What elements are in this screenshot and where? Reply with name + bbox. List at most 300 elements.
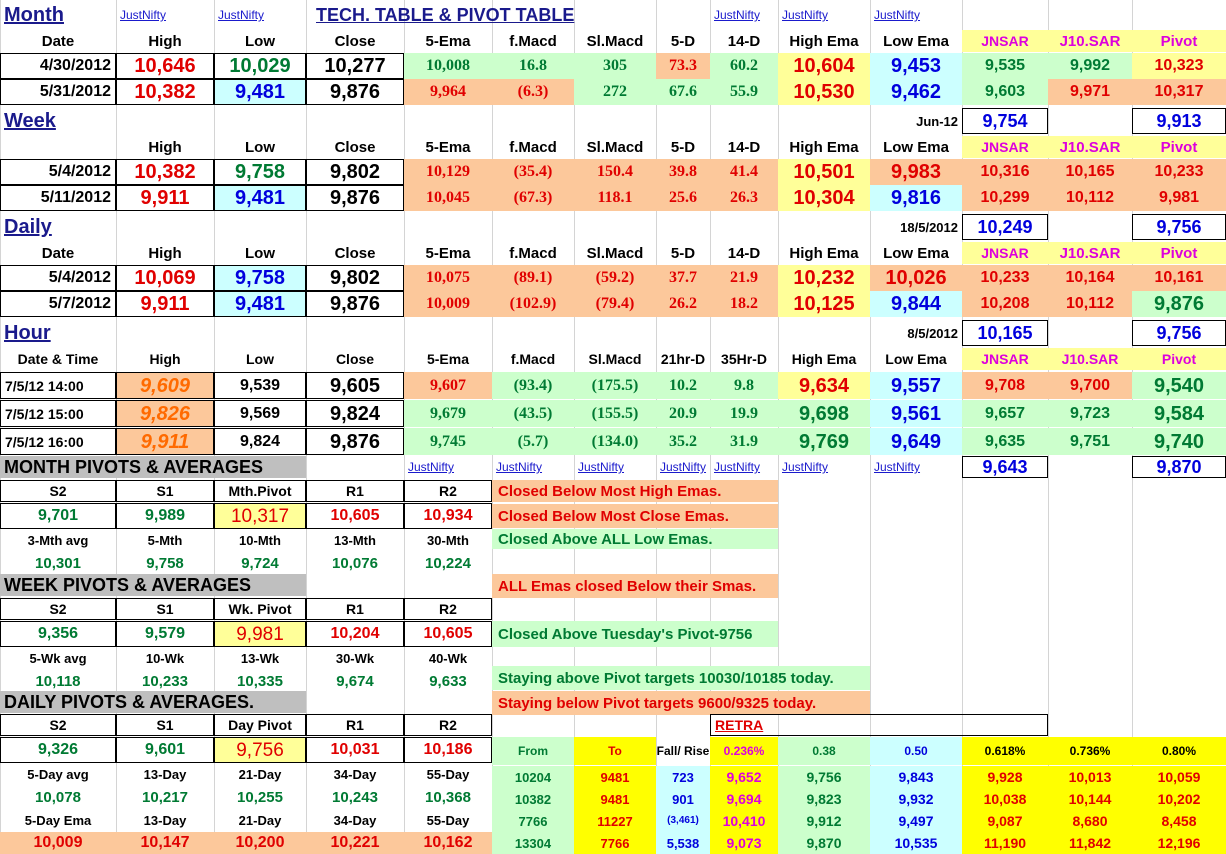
column-header: 14-D	[727, 244, 761, 262]
retra-label: RETRA	[710, 714, 1048, 736]
pivot-header: S1	[116, 714, 214, 736]
data-cell: 26.2	[656, 291, 710, 317]
data-cell: 10,009	[404, 291, 492, 317]
data-cell: (155.5)	[574, 400, 656, 427]
average-header: 34-Day	[333, 766, 377, 782]
data-cell: 9,740	[1132, 428, 1226, 455]
average-header: 13-Wk	[240, 650, 280, 666]
data-cell: 9,824	[214, 428, 306, 455]
pivot-value: 10,605	[306, 503, 404, 529]
column-header: Date & Time	[17, 351, 99, 367]
data-cell: 10,075	[404, 265, 492, 291]
data-cell: 7/5/12 14:00	[0, 372, 116, 399]
average-value: 10,335	[237, 672, 283, 690]
retra-cell: 11,190	[962, 832, 1048, 854]
data-cell: 9,758	[214, 159, 306, 185]
column-header: f.Macd	[509, 244, 557, 262]
retra-cell: 13304	[492, 832, 574, 854]
data-cell: 9,911	[116, 291, 214, 317]
data-cell: 150.4	[574, 159, 656, 185]
retra-header: 0.38	[778, 737, 870, 765]
pivot-header: Day Pivot	[214, 714, 306, 736]
data-cell: 41.4	[710, 159, 778, 185]
column-header: f.Macd	[510, 351, 556, 367]
data-cell: 305	[574, 53, 656, 79]
data-cell: 10,382	[116, 79, 214, 105]
data-cell: 9,557	[870, 372, 962, 399]
average-value: 10,224	[425, 554, 471, 572]
pivot-value: 9,601	[116, 737, 214, 763]
pivot-header: S2	[0, 714, 116, 736]
signal-message: ALL Emas closed Below their Smas.	[492, 574, 778, 598]
data-cell: 10,501	[778, 159, 870, 185]
column-header: High	[148, 32, 182, 50]
data-cell: 9,561	[870, 400, 962, 427]
data-cell: 20.9	[656, 400, 710, 427]
retra-cell: 10,535	[870, 832, 962, 854]
section-month-label: Month	[4, 4, 64, 26]
average-value: 10,255	[237, 788, 283, 806]
average-value: 10,368	[425, 788, 471, 806]
data-cell: 10,026	[870, 265, 962, 291]
justnifty-link: JustNifty	[408, 460, 455, 474]
date-cell: 5/31/2012	[0, 79, 116, 105]
data-cell: 31.9	[710, 428, 778, 455]
average-value: 10,217	[142, 788, 188, 806]
data-cell: 10.2	[656, 372, 710, 399]
next-pivot: 9,870	[1132, 456, 1226, 478]
ema-header: 55-Day	[426, 812, 470, 828]
data-cell: 9,540	[1132, 372, 1226, 399]
data-cell: (5.7)	[492, 428, 574, 455]
data-cell: (134.0)	[574, 428, 656, 455]
data-cell: 73.3	[656, 53, 710, 79]
data-cell: 9,481	[214, 291, 306, 317]
average-header: 30-Mth	[427, 532, 469, 548]
ema-header: 5-Day Ema	[24, 812, 92, 828]
average-value: 10,118	[35, 672, 81, 690]
pivot-value: 10,605	[404, 621, 492, 647]
data-cell: 9,535	[962, 53, 1048, 79]
average-header: 5-Mth	[147, 532, 183, 548]
data-cell: 9,964	[404, 79, 492, 105]
data-cell: 10,165	[1048, 159, 1132, 185]
retra-header: 0.80%	[1132, 737, 1226, 765]
column-header: High Ema	[789, 138, 859, 156]
data-cell: 10,069	[116, 265, 214, 291]
data-cell: 9,983	[870, 159, 962, 185]
data-cell: (59.2)	[574, 265, 656, 291]
data-cell: (35.4)	[492, 159, 574, 185]
data-cell: 9,802	[306, 159, 404, 185]
pivot-value: 10,934	[404, 503, 492, 529]
average-header: 10-Mth	[239, 532, 281, 548]
retra-cell: 9481	[574, 766, 656, 788]
retra-cell: 9,912	[778, 810, 870, 832]
retra-cell: 9,843	[870, 766, 962, 788]
ema-header: 21-Day	[238, 812, 282, 828]
grid-line	[656, 0, 657, 854]
pivot-value: 9,356	[0, 621, 116, 647]
signal-message: Staying below Pivot targets 9600/9325 today.	[492, 691, 870, 715]
next-period-label: Jun-12	[916, 113, 958, 129]
data-cell: 7/5/12 16:00	[0, 428, 116, 455]
column-header: 5-Ema	[425, 138, 471, 156]
data-cell: (79.4)	[574, 291, 656, 317]
data-cell: 7/5/12 15:00	[0, 400, 116, 427]
retra-cell: 9,497	[870, 810, 962, 832]
retra-cell: 7766	[492, 810, 574, 832]
column-header: Low Ema	[883, 244, 949, 262]
column-header: f.Macd	[509, 138, 557, 156]
data-cell: 9,605	[306, 372, 404, 399]
retra-cell: 10,013	[1048, 766, 1132, 788]
pivot-value: 10,186	[404, 737, 492, 763]
pivot-header: Mth.Pivot	[214, 480, 306, 502]
next-pivot: 9,756	[1132, 214, 1226, 240]
ema-header: 13-Day	[143, 812, 187, 828]
column-header: 5-D	[670, 138, 696, 156]
data-cell: 10,208	[962, 291, 1048, 317]
justnifty-link: JustNifty	[874, 8, 921, 22]
data-cell: 37.7	[656, 265, 710, 291]
data-cell: (175.5)	[574, 372, 656, 399]
data-cell: 9,802	[306, 265, 404, 291]
ema-value: 10,147	[116, 832, 214, 854]
retra-cell: 9,087	[962, 810, 1048, 832]
data-cell: 9,876	[306, 428, 404, 455]
next-jnsar: 9,643	[962, 456, 1048, 478]
pivot-value: 9,579	[116, 621, 214, 647]
data-cell: 5/4/2012	[0, 159, 116, 185]
average-header: 3-Mth avg	[27, 532, 89, 548]
retra-cell: 901	[656, 788, 710, 810]
retra-cell: 10204	[492, 766, 574, 788]
data-cell: 19.9	[710, 400, 778, 427]
justnifty-link: JustNifty	[660, 460, 707, 474]
data-cell: 10,008	[404, 53, 492, 79]
data-cell: 55.9	[710, 79, 778, 105]
average-value: 10,243	[332, 788, 378, 806]
data-cell: 9,826	[116, 400, 214, 427]
data-cell: 118.1	[574, 185, 656, 211]
signal-message: Closed Below Most High Emas.	[492, 480, 778, 502]
pivot-header: S1	[116, 480, 214, 502]
average-header: 21-Day	[238, 766, 282, 782]
pivot-header: R2	[404, 714, 492, 736]
column-header: 5-Ema	[426, 351, 470, 367]
column-header: Pivot	[1132, 136, 1226, 158]
data-cell: 35.2	[656, 428, 710, 455]
data-cell: 9,649	[870, 428, 962, 455]
retra-cell: 9,870	[778, 832, 870, 854]
data-cell: 9,481	[214, 79, 306, 105]
retra-header: Fall/ Rise	[656, 744, 710, 758]
column-header: JNSAR	[962, 30, 1048, 52]
retra-cell: 11227	[574, 810, 656, 832]
signal-message: Closed Above Tuesday's Pivot-9756	[492, 621, 778, 647]
data-cell: 9,876	[1132, 291, 1226, 317]
data-cell: 9,698	[778, 400, 870, 427]
average-header: 13-Mth	[334, 532, 376, 548]
data-cell: 9,603	[962, 79, 1048, 105]
justnifty-link: JustNifty	[120, 8, 167, 22]
data-cell: 39.8	[656, 159, 710, 185]
data-cell: 10,125	[778, 291, 870, 317]
data-cell: 9,769	[778, 428, 870, 455]
data-cell: 10,233	[962, 265, 1048, 291]
column-header: Pivot	[1132, 242, 1226, 264]
retra-header: 0.236%	[710, 737, 778, 765]
retra-cell: 5,538	[656, 832, 710, 854]
section-week-label: Week	[4, 110, 56, 132]
pivot-value: 10,317	[214, 503, 306, 529]
retra-cell: 9,823	[778, 788, 870, 810]
retra-cell: 9,756	[778, 766, 870, 788]
column-header: Sl.Macd	[586, 138, 644, 156]
pivot-value: 9,981	[214, 621, 306, 647]
average-header: 5-Wk avg	[29, 650, 87, 666]
column-header: 5-D	[670, 244, 696, 262]
retra-cell: 9481	[574, 788, 656, 810]
justnifty-link: JustNifty	[714, 460, 761, 474]
signal-message: Staying above Pivot targets 10030/10185 today.	[492, 666, 870, 690]
retra-cell: 9,073	[710, 832, 778, 854]
column-header: Date	[41, 244, 75, 262]
retra-header: 0.736%	[1048, 737, 1132, 765]
retra-header: 0.50	[870, 737, 962, 765]
average-header: 55-Day	[426, 766, 470, 782]
data-cell: 9,911	[116, 185, 214, 211]
next-pivot: 9,913	[1132, 108, 1226, 134]
pivot-value: 9,756	[214, 737, 306, 763]
column-header: Low	[245, 244, 275, 262]
retra-header: From	[492, 737, 574, 765]
data-cell: 9,758	[214, 265, 306, 291]
retra-cell: 10,410	[710, 810, 778, 832]
next-period-label: 18/5/2012	[900, 219, 958, 235]
retra-cell: 8,680	[1048, 810, 1132, 832]
data-cell: 9,971	[1048, 79, 1132, 105]
data-cell: 9,844	[870, 291, 962, 317]
retra-cell: 723	[656, 766, 710, 788]
data-cell: 9,607	[404, 372, 492, 399]
data-cell: 10,112	[1048, 185, 1132, 211]
data-cell: 10,317	[1132, 79, 1226, 105]
data-cell: 9,876	[306, 79, 404, 105]
data-cell: 10,277	[306, 53, 404, 79]
data-cell: 9,539	[214, 372, 306, 399]
data-cell: 9,981	[1132, 185, 1226, 211]
column-header: 5-Ema	[425, 244, 471, 262]
retra-cell: (3,461)	[656, 810, 710, 832]
justnifty-link: JustNifty	[714, 8, 761, 22]
data-cell: 9,453	[870, 53, 962, 79]
data-cell: 9,462	[870, 79, 962, 105]
data-cell: 60.2	[710, 53, 778, 79]
data-cell: 9,911	[116, 428, 214, 455]
retra-cell: 12,196	[1132, 832, 1226, 854]
retra-cell: 10,038	[962, 788, 1048, 810]
signal-message: Closed Above ALL Low Emas.	[492, 529, 778, 549]
average-value: 9,674	[336, 672, 374, 690]
data-cell: 9,751	[1048, 428, 1132, 455]
justnifty-link: JustNifty	[496, 460, 543, 474]
column-header: 35Hr-D	[721, 351, 767, 367]
data-cell: 9.8	[710, 372, 778, 399]
column-header: JNSAR	[962, 348, 1048, 370]
column-header: 14-D	[727, 32, 761, 50]
column-header: Close	[334, 244, 376, 262]
retra-cell: 10382	[492, 788, 574, 810]
pivot-header: S2	[0, 480, 116, 502]
column-header: f.Macd	[509, 32, 557, 50]
column-header: J10.SAR	[1048, 348, 1132, 370]
retra-cell: 11,842	[1048, 832, 1132, 854]
data-cell: 9,992	[1048, 53, 1132, 79]
data-cell: 9,816	[870, 185, 962, 211]
column-header: Sl.Macd	[588, 351, 642, 367]
retra-cell: 9,932	[870, 788, 962, 810]
retra-cell: 9,652	[710, 766, 778, 788]
column-header: JNSAR	[962, 136, 1048, 158]
pivot-header: R1	[306, 598, 404, 620]
data-cell: 10,304	[778, 185, 870, 211]
next-jnsar: 10,249	[962, 214, 1048, 240]
retra-cell: 7766	[574, 832, 656, 854]
retra-cell: 10,144	[1048, 788, 1132, 810]
data-cell: 67.6	[656, 79, 710, 105]
signal-message: Closed Below Most Close Emas.	[492, 504, 778, 528]
column-header: Low Ema	[885, 351, 947, 367]
next-jnsar: 9,754	[962, 108, 1048, 134]
data-cell: 10,530	[778, 79, 870, 105]
pivot-header: R1	[306, 480, 404, 502]
column-header: High	[148, 138, 182, 156]
pivot-header: S1	[116, 598, 214, 620]
column-header: Close	[334, 138, 376, 156]
average-value: 9,758	[146, 554, 184, 572]
average-header: 5-Day avg	[27, 766, 89, 782]
pivot-value: 9,989	[116, 503, 214, 529]
average-value: 10,233	[142, 672, 188, 690]
data-cell: 9,569	[214, 400, 306, 427]
column-header: High	[149, 351, 181, 367]
section-hour-label: Hour	[4, 322, 51, 344]
retra-cell: 8,458	[1132, 810, 1226, 832]
column-header: J10.SAR	[1048, 30, 1132, 52]
average-header: 40-Wk	[428, 650, 468, 666]
ema-value: 10,162	[404, 832, 492, 854]
data-cell: 10,045	[404, 185, 492, 211]
column-header: Close	[334, 32, 376, 50]
data-cell: 9,584	[1132, 400, 1226, 427]
data-cell: 9,723	[1048, 400, 1132, 427]
column-header: Low	[245, 32, 275, 50]
daily-pivots-title: DAILY PIVOTS & AVERAGES.	[0, 691, 306, 713]
next-jnsar: 10,165	[962, 320, 1048, 346]
retra-cell: 9,694	[710, 788, 778, 810]
data-cell: 9,679	[404, 400, 492, 427]
data-cell: (89.1)	[492, 265, 574, 291]
data-cell: (67.3)	[492, 185, 574, 211]
pivot-header: R2	[404, 480, 492, 502]
pivot-header: R2	[404, 598, 492, 620]
data-cell: 10,382	[116, 159, 214, 185]
column-header: 21hr-D	[660, 351, 706, 367]
pivot-value: 9,701	[0, 503, 116, 529]
data-cell: (93.4)	[492, 372, 574, 399]
column-header: J10.SAR	[1048, 136, 1132, 158]
column-header: Date	[41, 32, 75, 50]
column-header: Sl.Macd	[586, 244, 644, 262]
data-cell: 9,824	[306, 400, 404, 427]
column-header: Low Ema	[883, 32, 949, 50]
justnifty-link: JustNifty	[782, 8, 829, 22]
data-cell: 5/7/2012	[0, 291, 116, 317]
column-header: High Ema	[789, 32, 859, 50]
column-header: 5-D	[670, 32, 696, 50]
average-header: 30-Wk	[335, 650, 375, 666]
column-header: Low	[246, 351, 274, 367]
column-header: High Ema	[789, 244, 859, 262]
pivot-header: R1	[306, 714, 404, 736]
ema-value: 10,009	[0, 832, 116, 854]
data-cell: 5/11/2012	[0, 185, 116, 211]
data-cell: 9,635	[962, 428, 1048, 455]
grid-line	[1048, 0, 1049, 854]
next-period-label: 8/5/2012	[907, 325, 958, 341]
average-value: 10,301	[35, 554, 81, 572]
retra-cell: 9,928	[962, 766, 1048, 788]
data-cell: 9,876	[306, 291, 404, 317]
column-header: 5-Ema	[425, 32, 471, 50]
retra-header: 0.618%	[962, 737, 1048, 765]
data-cell: 9,708	[962, 372, 1048, 399]
data-cell: 26.3	[710, 185, 778, 211]
date-cell: 4/30/2012	[0, 53, 116, 79]
data-cell: (6.3)	[492, 79, 574, 105]
justnifty-link: JustNifty	[874, 460, 921, 474]
data-cell: 10,164	[1048, 265, 1132, 291]
justnifty-link: JustNifty	[578, 460, 625, 474]
data-cell: 10,029	[214, 53, 306, 79]
justnifty-link: JustNifty	[782, 460, 829, 474]
column-header: J10.SAR	[1048, 242, 1132, 264]
retra-cell: 10,059	[1132, 766, 1226, 788]
data-cell: 5/4/2012	[0, 265, 116, 291]
data-cell: 18.2	[710, 291, 778, 317]
column-header: Pivot	[1132, 30, 1226, 52]
data-cell: 10,233	[1132, 159, 1226, 185]
section-daily-label: Daily	[4, 216, 52, 238]
ema-value: 10,221	[306, 832, 404, 854]
grid-line	[574, 0, 575, 854]
week-pivots-title: WEEK PIVOTS & AVERAGES	[0, 574, 306, 596]
next-pivot: 9,756	[1132, 320, 1226, 346]
retra-cell: 10,202	[1132, 788, 1226, 810]
column-header: High	[148, 244, 182, 262]
sheet-title: TECH. TABLE & PIVOT TABLE	[316, 5, 575, 25]
pivot-header: S2	[0, 598, 116, 620]
data-cell: 10,299	[962, 185, 1048, 211]
data-cell: 10,604	[778, 53, 870, 79]
data-cell: 9,481	[214, 185, 306, 211]
data-cell: 16.8	[492, 53, 574, 79]
ema-value: 10,200	[214, 832, 306, 854]
data-cell: 9,745	[404, 428, 492, 455]
pivot-header: Wk. Pivot	[214, 598, 306, 620]
